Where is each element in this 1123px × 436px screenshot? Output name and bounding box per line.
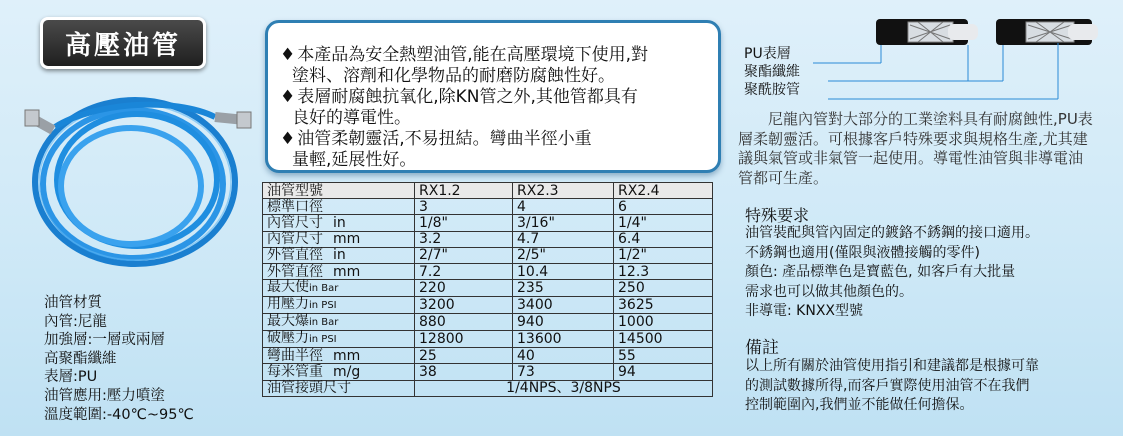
material-spec xyxy=(44,294,194,424)
table-cell: 13600 xyxy=(513,331,614,348)
table-cell: 235 xyxy=(513,280,614,297)
table-row xyxy=(263,364,713,380)
row-label xyxy=(263,280,415,297)
table-cell: 油管接頭尺寸 xyxy=(263,380,415,396)
feature-text: 表層耐腐蝕抗氧化,除KN管之外,其他管都具有 xyxy=(297,87,638,107)
row-unit: in PSI xyxy=(309,300,337,312)
note-body xyxy=(745,357,1105,416)
table-cell: 220 xyxy=(415,280,513,297)
material-line: 高聚酯纖維 xyxy=(44,350,117,367)
material-line: 溫度範圍:-40℃~95℃ xyxy=(44,406,194,423)
header-cell: RX1.2 xyxy=(415,183,513,199)
row-unit: m/g xyxy=(333,363,361,380)
row-label-text: 每米管重 xyxy=(267,363,323,380)
row-label xyxy=(263,215,415,231)
row-label-text: 內管尺寸 xyxy=(267,214,323,231)
diamond-bullet-icon: ♦ xyxy=(280,129,296,149)
feature-text: 量輕,延展性好。 xyxy=(292,150,417,170)
row-label xyxy=(263,348,415,364)
table-cell: 10.4 xyxy=(513,263,614,279)
hose-coil-image xyxy=(15,72,260,287)
row-label xyxy=(263,231,415,247)
row-unit: mm xyxy=(333,347,361,364)
row-label-text: 最大爆 xyxy=(267,313,309,330)
special-line: 油管裝配與管內固定的鍍鉻不銹鋼的接口適用。 xyxy=(745,225,1039,241)
note-line: 控制範圍內,我們並不能做任何擔保。 xyxy=(745,397,974,413)
note-line: 以上所有關於油管使用指引和建議都是根據可靠 xyxy=(745,358,1039,374)
material-line: 表層:PU xyxy=(44,369,98,386)
feature-text: 油管柔韌靈活,不易扭結。彎曲半徑小重 xyxy=(297,129,592,149)
row-unit: in xyxy=(333,247,346,264)
row-label-text: 最大使 xyxy=(267,279,309,296)
table-header-row xyxy=(263,183,713,199)
table-row xyxy=(263,247,713,263)
special-line: 不銹鋼也適用(僅限與液體接觸的零件) xyxy=(745,244,980,261)
special-line: 顏色: 產品標準色是寶藍色, 如客戶有大批量 xyxy=(745,264,1016,280)
table-cell: 38 xyxy=(415,364,513,380)
table-cell: 40 xyxy=(513,348,614,364)
row-label-text: 外管直徑 xyxy=(267,263,323,280)
table-row xyxy=(263,215,713,231)
table-cell: 3625 xyxy=(614,297,713,314)
table-cell: 55 xyxy=(614,348,713,364)
material-line: 內管:尼龍 xyxy=(44,313,107,330)
table-cell: 2/5" xyxy=(513,247,614,263)
feature-item xyxy=(280,87,718,129)
header-cell: RX2.4 xyxy=(614,183,713,199)
header-cell: 油管型號 xyxy=(263,183,415,199)
table-cell: 12.3 xyxy=(614,263,713,279)
table-cell: 4 xyxy=(513,199,614,215)
feature-item xyxy=(280,45,718,87)
special-line: 非導電: KNXX型號 xyxy=(745,303,864,319)
note-line: 的測試數據所得,而客戶實際使用油管不在我們 xyxy=(745,377,1030,394)
row-unit: in PSI xyxy=(309,334,337,346)
feature-item xyxy=(280,129,718,171)
row-label xyxy=(263,364,415,380)
material-line: 加強層:一層或兩層 xyxy=(44,332,165,349)
table-cell: 94 xyxy=(614,364,713,380)
special-body xyxy=(745,224,1105,322)
table-cell: 2/7" xyxy=(415,247,513,263)
table-cell: 1/4" xyxy=(614,215,713,231)
material-line: 油管應用:壓力噴塗 xyxy=(44,387,165,404)
table-row xyxy=(263,199,713,215)
table-cell: 6 xyxy=(614,199,713,215)
row-unit: mm xyxy=(333,263,361,280)
table-cell: 1/4NPS、3/8NPS xyxy=(415,380,713,396)
feature-list xyxy=(268,23,718,171)
table-cell: 250 xyxy=(614,280,713,297)
table-body xyxy=(263,199,713,380)
table-row xyxy=(263,280,713,297)
feature-text: 塗料、溶劑和化學物品的耐磨防腐蝕性好。 xyxy=(292,66,615,86)
material-heading: 油管材質 xyxy=(44,295,102,311)
layer-label: PU表層 xyxy=(744,46,791,62)
table-row xyxy=(263,231,713,247)
header-cell: RX2.3 xyxy=(513,183,614,199)
table-row xyxy=(263,297,713,314)
table-row xyxy=(263,348,713,364)
table-cell: 7.2 xyxy=(415,263,513,279)
table-cell: 1000 xyxy=(614,314,713,331)
table-cell: 1/8" xyxy=(415,215,513,231)
features-box xyxy=(265,20,721,173)
table-cell: 3/16" xyxy=(513,215,614,231)
row-label xyxy=(263,297,415,314)
table-cell: 1/2" xyxy=(614,247,713,263)
right-panel xyxy=(738,0,1123,436)
special-heading: 特殊要求 xyxy=(745,206,810,225)
layer-label: 聚酰胺管 xyxy=(744,82,800,98)
row-unit: in Bar xyxy=(309,317,339,329)
row-label-text: 標準口徑 xyxy=(267,198,323,215)
table-cell: 880 xyxy=(415,314,513,331)
note-heading: 備註 xyxy=(745,338,779,358)
row-label-text: 破壓力 xyxy=(267,330,309,347)
layer-label: 聚酯纖維 xyxy=(744,64,800,80)
diamond-bullet-icon: ♦ xyxy=(280,45,296,65)
row-label-text: 外管直徑 xyxy=(267,247,323,264)
left-panel xyxy=(0,0,262,436)
diamond-bullet-icon: ♦ xyxy=(280,87,296,107)
table-cell: 12800 xyxy=(415,331,513,348)
table-cell: 3.2 xyxy=(415,231,513,247)
special-line: 需求也可以做其他顏色的。 xyxy=(745,283,913,300)
layer-labels xyxy=(744,45,800,99)
feature-text: 本產品為安全熱塑油管,能在高壓環境下使用,對 xyxy=(297,45,649,65)
page-title: 高壓油管 xyxy=(40,17,206,69)
row-unit: mm xyxy=(333,231,361,248)
row-label-text: 用壓力 xyxy=(267,296,309,313)
row-label xyxy=(263,199,415,215)
row-label xyxy=(263,314,415,331)
table-row xyxy=(263,263,713,279)
row-unit: in Bar xyxy=(309,283,339,295)
table-cell: 14500 xyxy=(614,331,713,348)
row-unit: in xyxy=(333,214,346,231)
table-cell: 25 xyxy=(415,348,513,364)
row-label xyxy=(263,331,415,348)
row-label-text: 內管尺寸 xyxy=(267,231,323,248)
table-row xyxy=(263,314,713,331)
table-footer-row xyxy=(263,380,713,396)
description-text: 尼龍內管對大部分的工業塗料具有耐腐蝕性,PU表層柔韌靈活。可根據客戶特殊要求與規格生產,尤其建議與氣管或非氣管一起使用。導電性油管與非導電油管都可生產。 xyxy=(738,110,1093,187)
table-cell: 4.7 xyxy=(513,231,614,247)
table-cell: 3200 xyxy=(415,297,513,314)
table-cell: 3400 xyxy=(513,297,614,314)
table-cell: 6.4 xyxy=(614,231,713,247)
table-cell: 3 xyxy=(415,199,513,215)
table-cell: 73 xyxy=(513,364,614,380)
row-label xyxy=(263,247,415,263)
row-label xyxy=(263,263,415,279)
row-label-text: 彎曲半徑 xyxy=(267,347,323,364)
table-row xyxy=(263,331,713,348)
table-cell: 940 xyxy=(513,314,614,331)
feature-text: 良好的導電性。 xyxy=(292,108,411,128)
spec-table xyxy=(262,182,713,397)
